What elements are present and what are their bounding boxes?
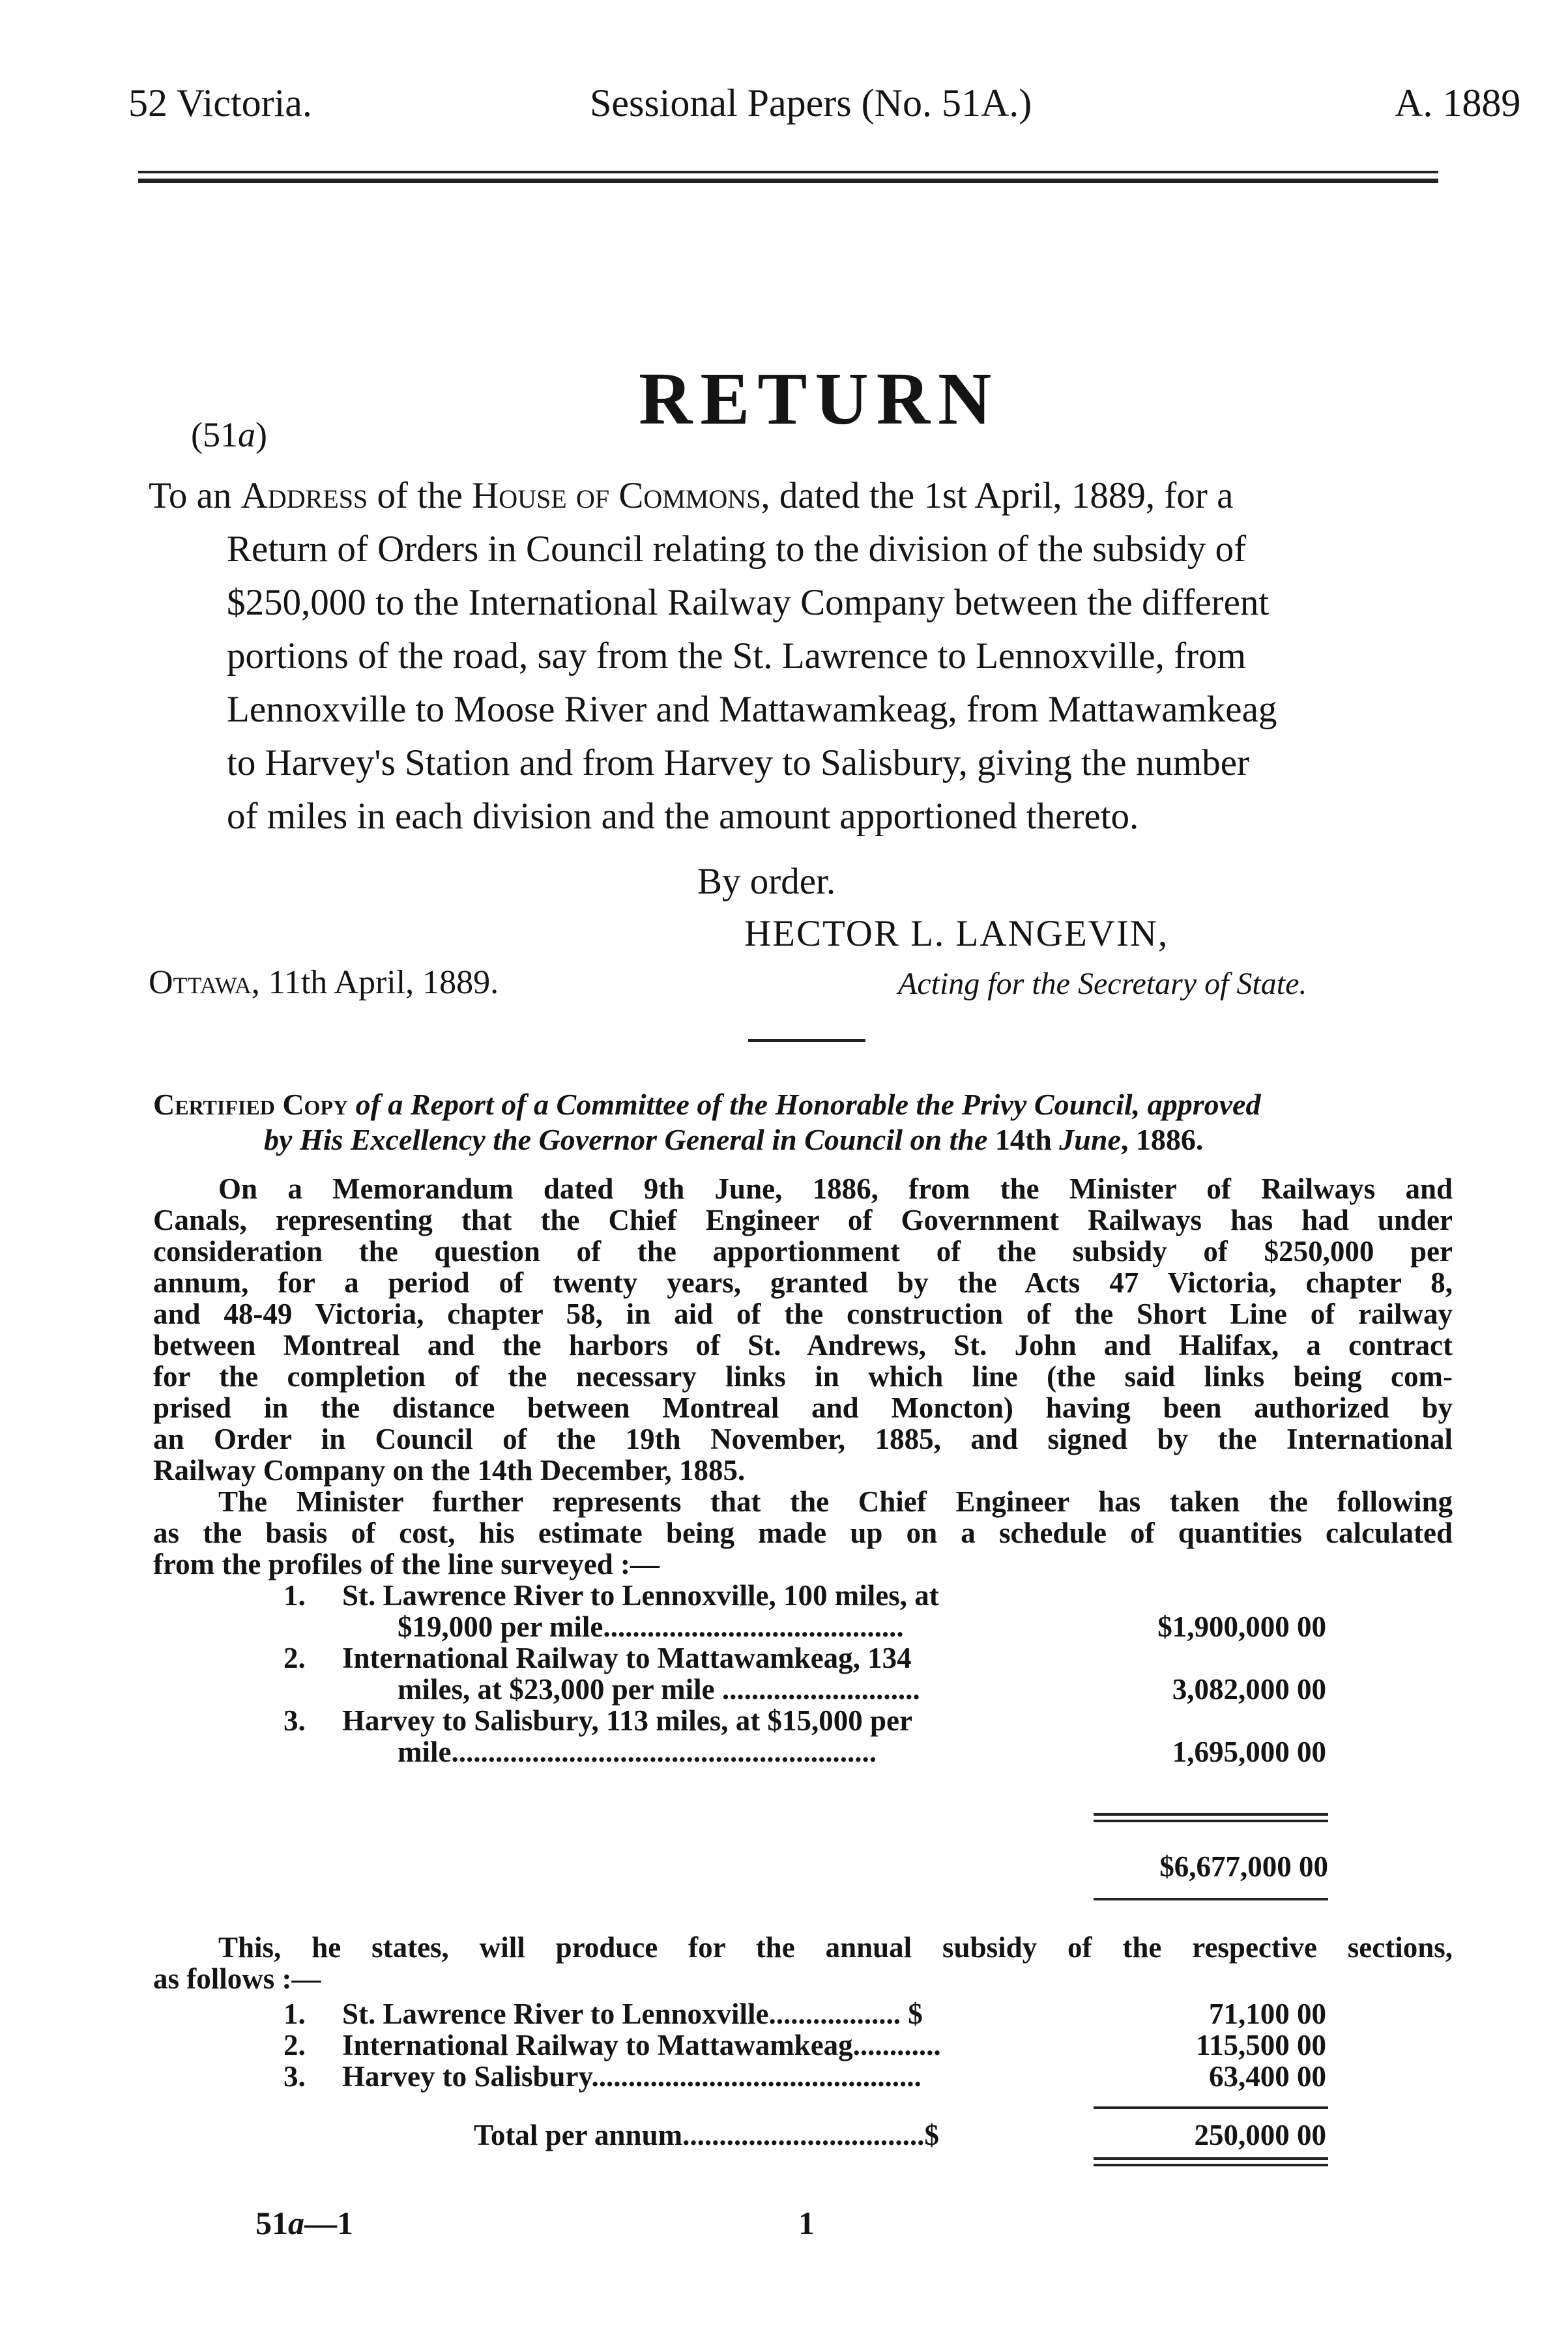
address-line-5: Lennoxville to Moose River and Mattawamkeag, from Mattawamkeag xyxy=(227,689,1277,730)
subsidy-total-underline-2 xyxy=(1094,2164,1328,2166)
subsidy-item: 3. Harvey to Salisbury............................................. 63,400 00 xyxy=(283,2060,1326,2093)
body-line: as the basis of cost, his estimate being made up on a schedule of quantities calculated xyxy=(153,1517,1453,1549)
subsidy-amount: 71,100 00 xyxy=(1209,1998,1326,2030)
address-line-3: $250,000 to the International Railway Company between the different xyxy=(227,582,1270,623)
address-line-6: to Harvey's Station and from Harvey to Salisbury, giving the number xyxy=(227,742,1250,783)
certified-line-1: Certified Copy of a Report of a Committee of the Honorable the Privy Council, approved xyxy=(153,1088,1261,1121)
cost-amount: 3,082,000 00 xyxy=(1172,1673,1326,1706)
header-rule-thick xyxy=(138,179,1438,183)
body-line: and 48-49 Victoria, chapter 58, in aid of the construction of the Short Line of railway xyxy=(153,1298,1453,1330)
signer-title: Acting for the Secretary of State. xyxy=(898,967,1307,1001)
cost-total-underline xyxy=(1094,1898,1328,1900)
body-line: This, he states, will produce for the annual subsidy of the respective sections, xyxy=(218,1931,1453,1964)
cost-item-1-line-1: 1. St. Lawrence River to Lennoxville, 100 miles, at xyxy=(283,1579,939,1612)
subsidy-total-row xyxy=(283,2119,1326,2151)
document-title: RETURN xyxy=(639,357,1000,440)
body-line: The Minister further represents that the Chief Engineer has taken the following xyxy=(218,1485,1453,1518)
cost-item-3-line-2: mile.......................................................... 1,695,000 00 xyxy=(398,1736,1326,1768)
address-paragraph xyxy=(149,469,1459,843)
by-order: By order. xyxy=(697,861,836,902)
address-line-1: To an Address of the House of Commons, dated the 1st April, 1889, for a xyxy=(149,475,1234,516)
body-line: as follows :— xyxy=(153,1962,321,1995)
body-line: annum, for a period of twenty years, granted by the Acts 47 Victoria, chapter 8, xyxy=(153,1266,1453,1299)
body-line: consideration the question of the apportionment of the subsidy of $250,000 per xyxy=(153,1235,1453,1268)
subsidy-item: 1. St. Lawrence River to Lennoxville.................. $ 71,100 00 xyxy=(283,1998,1326,2030)
certified-copy-heading xyxy=(153,1087,1451,1157)
body-line: between Montreal and the harbors of St. Andrews, St. John and Halifax, a contract xyxy=(153,1329,1453,1361)
document-number-tag: (51a) xyxy=(191,415,267,454)
body-line: On a Memorandum dated 9th June, 1886, from the Minister of Railways and xyxy=(218,1172,1453,1205)
body-line: prised in the distance between Montreal and Moncton) having been authorized by xyxy=(153,1391,1453,1424)
subsidy-total-underline xyxy=(1094,2157,1328,2160)
subsidy-intro xyxy=(153,1932,1453,1994)
address-line-7: of miles in each division and the amount apportioned thereto. xyxy=(227,796,1139,837)
cost-sum-rule-2 xyxy=(1094,1820,1328,1822)
subsidy-total-amount: 250,000 00 xyxy=(1194,2119,1326,2151)
cost-amount: $1,900,000 00 xyxy=(1157,1610,1326,1643)
subsidy-sum-rule xyxy=(1094,2106,1328,2109)
cost-item-1-line-2: $19,000 per mile......................................... $1,900,000 00 xyxy=(398,1610,1326,1643)
body-line: from the profiles of the line surveyed :— xyxy=(153,1548,660,1580)
subsidy-item: 2. International Railway to Mattawamkeag............ 115,500 00 xyxy=(283,2029,1326,2061)
header-rule-thin xyxy=(138,171,1438,173)
header-sessional-papers: Sessional Papers (No. 51A.) xyxy=(590,81,1032,124)
cost-sum-rule xyxy=(1094,1813,1328,1816)
body-line: Canals, representing that the Chief Engineer of Government Railways has had under xyxy=(153,1204,1453,1236)
subsidy-amount: 115,500 00 xyxy=(1195,2029,1326,2061)
subsidy-schedule xyxy=(283,1998,1326,2092)
body-line: an Order in Council of the 19th November, 1885, and signed by the International xyxy=(153,1423,1453,1455)
cost-item-3-line-1: 3. Harvey to Salisbury, 113 miles, at $15,000 per xyxy=(283,1704,912,1737)
certified-line-2: by His Excellency the Governor General in Council on the 14th June, 1886. xyxy=(264,1123,1204,1156)
memorandum-body xyxy=(153,1173,1453,1580)
body-line: for the completion of the necessary links in which line (the said links being com- xyxy=(153,1360,1453,1393)
body-line: Railway Company on the 14th December, 1885. xyxy=(153,1454,746,1487)
subsidy-total: Total per annum.................................$ 250,000 00 xyxy=(474,2119,1326,2151)
address-line-4: portions of the road, say from the St. Lawrence to Lennoxville, from xyxy=(227,635,1246,677)
cost-item-2-line-2: miles, at $23,000 per mile ........................... 3,082,000 00 xyxy=(398,1673,1326,1706)
subsidy-amount: 63,400 00 xyxy=(1209,2060,1326,2093)
header-session: 52 Victoria. xyxy=(128,81,312,124)
footer-signature-mark: 51a—1 xyxy=(255,2205,353,2241)
cost-amount: 1,695,000 00 xyxy=(1172,1736,1326,1768)
section-divider xyxy=(748,1039,865,1042)
header-year: A. 1889 xyxy=(1395,81,1521,124)
address-line-2: Return of Orders in Council relating to the division of the subsidy of xyxy=(227,529,1247,570)
cost-total: $6,677,000 00 xyxy=(1159,1850,1328,1883)
signer-name: HECTOR L. LANGEVIN, xyxy=(744,913,1169,954)
place-date: Ottawa, 11th April, 1889. xyxy=(149,964,499,1001)
cost-item-2-line-1: 2. International Railway to Mattawamkeag, 134 xyxy=(283,1642,912,1674)
cost-schedule xyxy=(283,1580,1326,1768)
page-number: 1 xyxy=(798,2205,815,2241)
